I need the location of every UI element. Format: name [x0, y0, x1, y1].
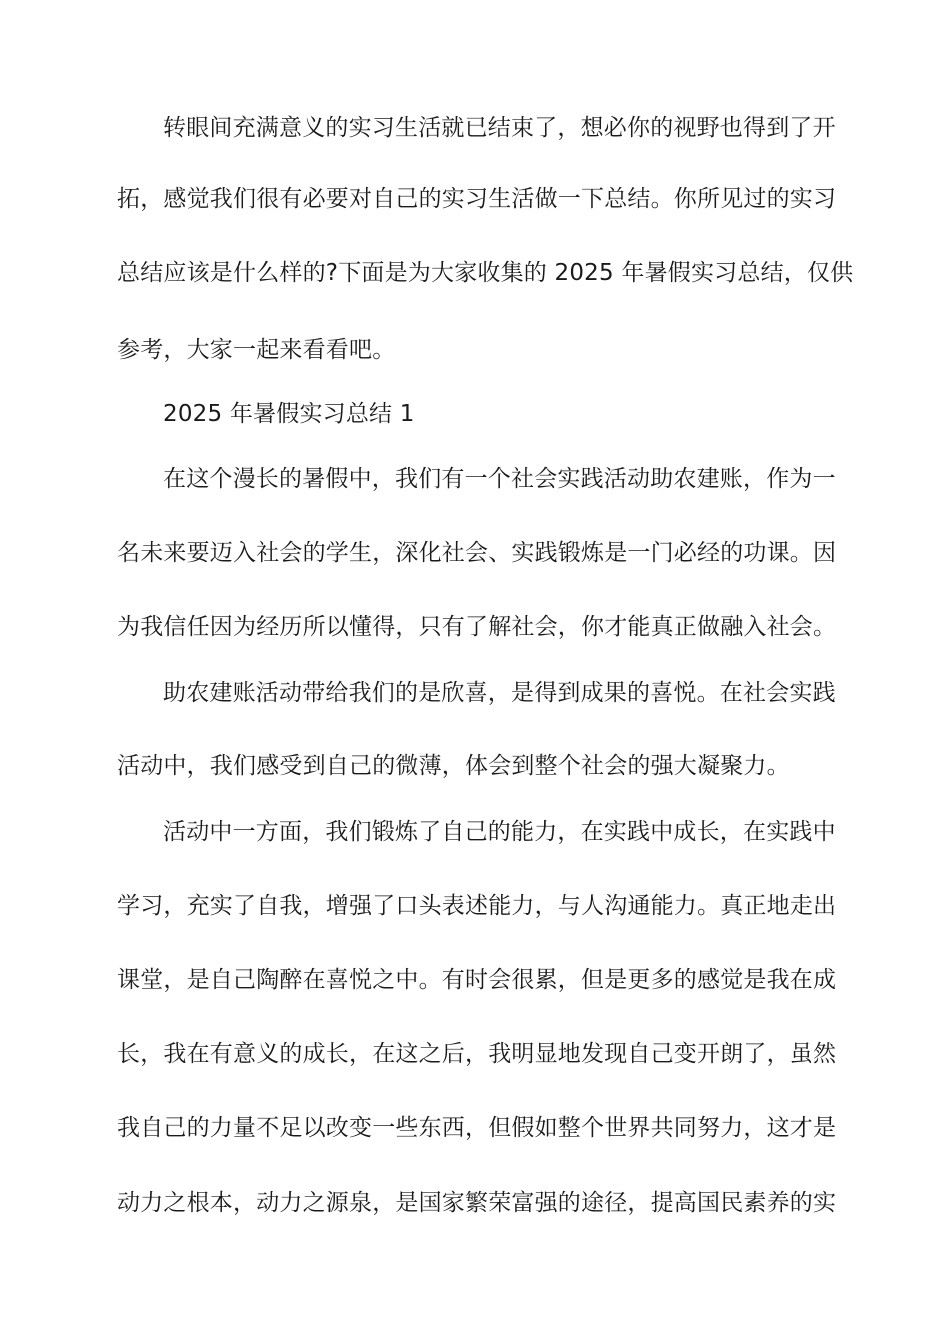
para3-line-5: 我自己的力量不足以改变一些东西，但假如整个世界共同努力，这才是 [117, 1115, 837, 1141]
para3-line-6: 动力之根本，动力之源泉，是国家繁荣富强的途径，提高国民素养的实 [117, 1190, 837, 1216]
intro-line-2: 拓，感觉我们很有必要对自己的实习生活做一下总结。你所见过的实习 [117, 186, 837, 212]
para1-line-3: 为我信任因为经历所以懂得，只有了解社会，你才能真正做融入社会。 [117, 614, 837, 640]
para2-line-2: 活动中，我们感受到自己的微薄，体会到整个社会的强大凝聚力。 [117, 753, 790, 779]
intro-line-3: 总结应该是什么样的?下面是为大家收集的 2025 年暑假实习总结，仅供 [117, 260, 854, 286]
intro-line-4: 参考，大家一起来看看吧。 [117, 337, 396, 363]
para1-line-1: 在这个漫长的暑假中，我们有一个社会实践活动助农建账，作为一 [163, 466, 836, 492]
para3-line-1: 活动中一方面，我们锻炼了自己的能力，在实践中成长，在实践中 [163, 819, 836, 845]
section-title: 2025 年暑假实习总结 1 [163, 401, 415, 427]
para2-line-1: 助农建账活动带给我们的是欣喜，是得到成果的喜悦。在社会实践 [163, 680, 836, 706]
para3-line-2: 学习，充实了自我，增强了口头表述能力，与人沟通能力。真正地走出 [117, 893, 837, 919]
para3-line-4: 长，我在有意义的成长，在这之后，我明显地发现自己变开朗了，虽然 [117, 1041, 837, 1067]
para1-line-2: 名未来要迈入社会的学生，深化社会、实践锻炼是一门必经的功课。因 [117, 540, 837, 566]
para3-line-3: 课堂，是自己陶醉在喜悦之中。有时会很累，但是更多的感觉是我在成 [117, 967, 837, 993]
intro-line-1: 转眼间充满意义的实习生活就已结束了，想必你的视野也得到了开 [163, 115, 836, 141]
